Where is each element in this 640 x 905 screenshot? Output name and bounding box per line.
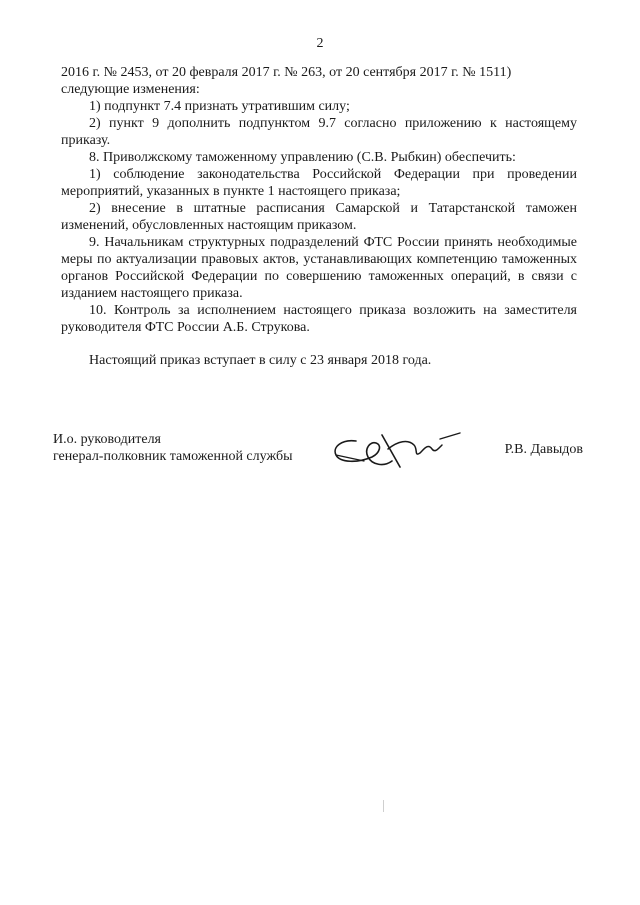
page-number: 2 (316, 36, 324, 51)
document-body (61, 64, 577, 369)
effective-date: Настоящий приказ вступает в силу с 23 января 2018 года. (89, 353, 432, 368)
signer-title-line-2: генерал-полковник таможенной службы (53, 449, 293, 464)
continuation-line-1: 2016 г. № 2453, от 20 февраля 2017 г. № 263, от 20 сентября 2017 г. № 1511) (61, 65, 512, 80)
scan-artifact (383, 800, 384, 812)
signer-name: Р.В. Давыдов (504, 442, 583, 457)
paragraph-10: 10. Контроль за исполнением настоящего приказа возложить на заместителя руководителя ФТС России А.Б. Струкова. (61, 303, 577, 335)
subitem-2: 2) пункт 9 дополнить подпунктом 9.7 согласно приложению к настоящему приказу. (61, 116, 577, 148)
paragraph-8-subitem-1: 1) соблюдение законодательства Российской Федерации при проведении мероприятий, указанных в пункте 1 настоящего приказа; (61, 167, 577, 199)
signature-block (53, 431, 583, 481)
subitem-1: 1) подпункт 7.4 признать утратившим силу; (89, 99, 350, 114)
handwritten-signature (328, 427, 468, 471)
paragraph-8: 8. Приволжскому таможенному управлению (С.В. Рыбкин) обеспечить: (89, 150, 516, 165)
signer-title-line-1: И.о. руководителя (53, 432, 162, 447)
paragraph-8-subitem-2: 2) внесение в штатные расписания Самарской и Татарстанской таможен изменений, обусловленных настоящим приказом. (61, 201, 577, 233)
continuation-line-2: следующие изменения: (61, 82, 200, 97)
paragraph-9: 9. Начальникам структурных подразделений ФТС России принять необходимые меры по актуализации правовых актов, устанавливающих компетенцию таможенных органов Российской Федерации по совершению таможенных операций, в связи с изданием настоящего приказа. (61, 235, 577, 301)
